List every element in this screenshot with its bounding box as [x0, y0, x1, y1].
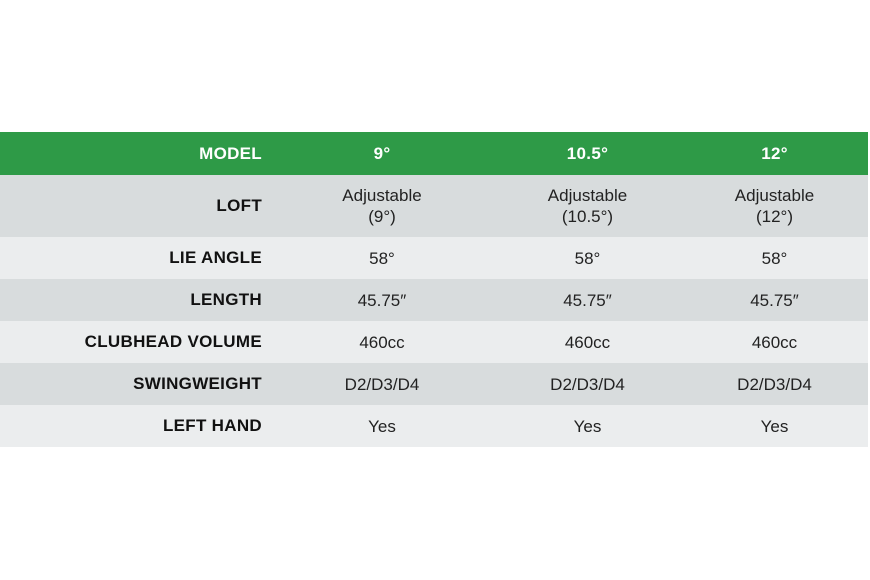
header-label-model: MODEL: [199, 143, 262, 163]
table-cell: Yes: [760, 416, 789, 436]
row-label: SWINGWEIGHT: [133, 374, 262, 393]
specs-table: [0, 132, 868, 447]
loft-value-10-5: [494, 175, 681, 237]
table-cell: Yes: [368, 416, 396, 436]
header-model-10-5: 10.5°: [566, 143, 609, 163]
loft-value-line: Adjustable: [547, 186, 628, 205]
table-cell: 460cc: [751, 332, 798, 352]
loft-value-line: (10.5°): [561, 207, 614, 226]
row-label: LIE ANGLE: [169, 248, 262, 267]
loft-value-9: [270, 175, 494, 237]
table-cell: 45.75″: [750, 290, 799, 310]
table-cell: D2/D3/D4: [550, 374, 625, 394]
table-cell: D2/D3/D4: [344, 374, 420, 394]
table-cell: 45.75″: [563, 290, 612, 310]
table-row-clubhead-volume: [0, 321, 868, 363]
loft-value-line: Adjustable: [342, 186, 422, 205]
table-cell: 58°: [369, 248, 395, 268]
table-cell: 460cc: [359, 332, 405, 352]
table-cell: D2/D3/D4: [737, 374, 812, 394]
table-cell: 58°: [761, 248, 788, 268]
table-row-left-hand: [0, 405, 868, 447]
table-cell: Yes: [573, 416, 602, 436]
loft-value-line: Adjustable: [734, 186, 815, 205]
table-cell: 460cc: [564, 332, 611, 352]
table-row-loft: [0, 175, 868, 237]
row-label: LEFT HAND: [162, 416, 262, 435]
table-row-swingweight: [0, 363, 868, 405]
row-label: LENGTH: [190, 290, 262, 309]
row-label: LOFT: [216, 196, 262, 215]
row-label: CLUBHEAD VOLUME: [84, 332, 262, 351]
header-model-9: 9°: [373, 143, 391, 163]
loft-value-line: (9°): [368, 207, 396, 226]
table-row-lie-angle: [0, 237, 868, 279]
header-row: [0, 132, 868, 175]
table-row-length: [0, 279, 868, 321]
table-cell: 45.75″: [357, 290, 407, 310]
loft-value-12: [681, 175, 868, 237]
loft-value-line: (12°): [755, 207, 794, 226]
header-model-12: 12°: [761, 143, 788, 163]
table-cell: 58°: [574, 248, 601, 268]
